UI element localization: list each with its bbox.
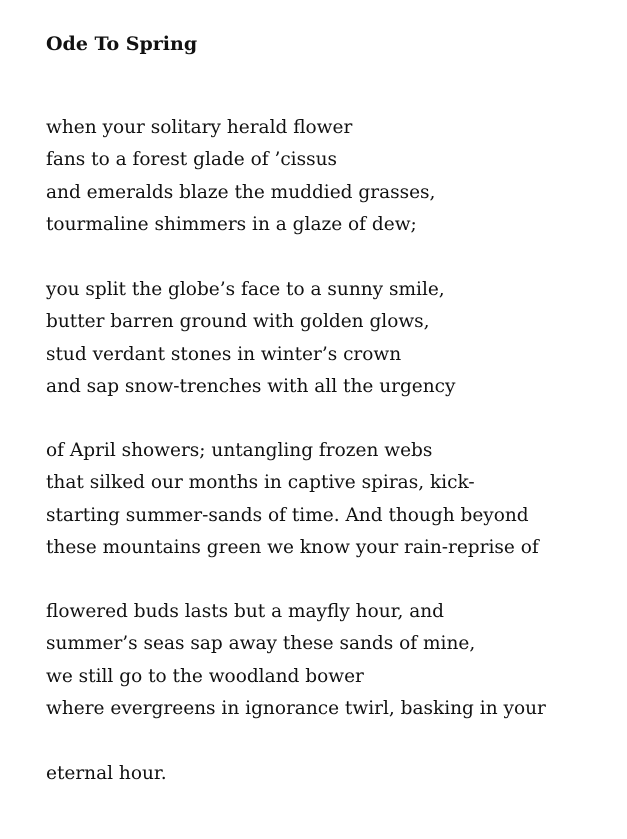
poem-line: starting summer-sands of time. And though beyond [46,504,529,526]
poem-title: Ode To Spring [46,33,198,55]
poem-line: and emeralds blaze the muddied grasses, [46,181,436,203]
poem-line: tourmaline shimmers in a glaze of dew; [46,214,417,236]
poem-line: when your solitary herald flower [46,117,353,138]
poem-line: that silked our months in captive spiras, kick- [46,472,475,494]
stanza-2 [46,274,616,404]
document-page [46,0,627,839]
poem-line: summer’s seas sap away these sands of mine, [46,633,476,655]
stanza-1 [46,112,616,242]
poem-line: you split the globe’s face to a sunny smile, [46,279,445,300]
poem-line: butter barren ground with golden glows, [46,311,430,333]
poem-line: and sap snow-trenches with all the urgency [46,376,456,398]
stanza-4 [46,596,616,726]
stanza-5 [46,758,616,790]
stanza-3 [46,435,616,565]
poem-line: flowered buds lasts but a mayfly hour, and [46,601,445,622]
poem-line: of April showers; untangling frozen webs [46,440,433,461]
poem-line: we still go to the woodland bower [46,665,364,687]
poem-line: eternal hour. [46,763,167,784]
poem-line: stud verdant stones in winter’s crown [46,343,402,365]
poem-line: where evergreens in ignorance twirl, basking in your [46,698,546,720]
poem-line: fans to a forest glade of ’cissus [46,149,337,171]
poem-line: these mountains green we know your rain-reprise of [46,537,539,559]
